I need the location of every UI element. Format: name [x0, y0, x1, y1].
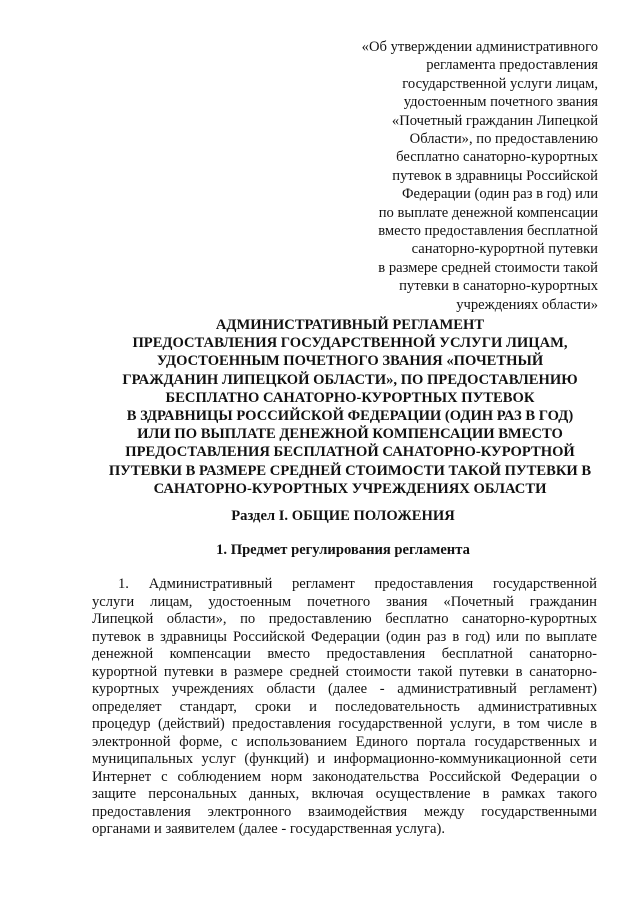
- paragraph-line: электронной форме, с использованием Единого портала государственных и: [92, 733, 597, 750]
- paragraph-line: услуги лицам, удостоенным почетного звания «Почетный гражданин: [92, 593, 597, 610]
- approval-line: вместо предоставления бесплатной: [378, 223, 598, 240]
- title-line: ПУТЕВКИ В РАЗМЕРЕ СРЕДНЕЙ СТОИМОСТИ ТАКОЙ ПУТЕВКИ В: [108, 462, 592, 479]
- title-line: ПРЕДОСТАВЛЕНИЯ ГОСУДАРСТВЕННОЙ УСЛУГИ ЛИЦАМ,: [132, 335, 568, 352]
- paragraph-line: путевок в здравницы Российской Федерации (один раз в год) или по выплате: [92, 628, 597, 645]
- paragraph-line: определяет стандарт, сроки и последовательность административных: [92, 698, 597, 715]
- paragraph-line: Интернет с соблюдением норм законодательства Российской Федерации о: [92, 768, 597, 785]
- approval-line: путевки в санаторно-курортных: [399, 278, 598, 295]
- paragraph-line: денежной компенсации вместо предоставления бесплатной санаторно-: [92, 646, 597, 662]
- title-line: УДОСТОЕННЫМ ПОЧЕТНОГО ЗВАНИЯ «ПОЧЕТНЫЙ: [156, 353, 544, 370]
- approval-line: «Почетный гражданин Липецкой: [391, 112, 598, 129]
- title-line: АДМИНИСТРАТИВНЫЙ РЕГЛАМЕНТ: [215, 317, 485, 333]
- paragraph-line: защите персональных данных, включая осуществление в рамках такого: [92, 786, 597, 802]
- section-heading: Раздел I. ОБЩИЕ ПОЛОЖЕНИЯ: [231, 508, 455, 524]
- approval-line: бесплатно санаторно-курортных: [396, 149, 598, 166]
- paragraph-line: муниципальных услуг (функций) и информационно-коммуникационной сети: [92, 751, 597, 767]
- title-line: САНАТОРНО-КУРОРТНЫХ УЧРЕЖДЕНИЯХ ОБЛАСТИ: [153, 480, 547, 497]
- approval-line: удостоенным почетного звания: [403, 94, 598, 111]
- approval-line: государственной услуги лицам,: [402, 75, 598, 92]
- approval-line: санаторно-курортной путевки: [411, 241, 598, 258]
- approval-line: по выплате денежной компенсации: [378, 204, 598, 221]
- title-line: ГРАЖДАНИН ЛИПЕЦКОЙ ОБЛАСТИ», ПО ПРЕДОСТАВЛЕНИЮ: [122, 371, 578, 388]
- approval-line: путевок в здравницы Российской: [392, 167, 598, 184]
- paragraph-line: процедур (действий) предоставления государственной услуги, в том числе в: [92, 716, 597, 732]
- approval-line: регламента предоставления: [426, 57, 598, 74]
- subsection-heading: 1. Предмет регулирования регламента: [216, 542, 470, 558]
- paragraph-line: предоставления электронного взаимодействия между государственными: [92, 803, 597, 820]
- paragraph-1: [92, 576, 597, 839]
- document-title: [60, 316, 640, 498]
- paragraph-line: Липецкой области», по предоставлению бесплатно санаторно-курортных: [92, 611, 597, 627]
- paragraph-line: курортных учреждениях области (далее - административный регламент): [92, 681, 597, 697]
- title-line: ПРЕДОСТАВЛЕНИЯ БЕСПЛАТНОЙ САНАТОРНО-КУРОРТНОЙ: [125, 444, 575, 461]
- approval-line: Федерации (один раз в год) или: [401, 186, 598, 203]
- title-line: В ЗДРАВНИЦЫ РОССИЙСКОЙ ФЕДЕРАЦИИ (ОДИН РАЗ В ГОД): [126, 408, 574, 425]
- approval-line: Области», по предоставлению: [409, 131, 598, 148]
- title-line: БЕСПЛАТНО САНАТОРНО-КУРОРТНЫХ ПУТЕВОК: [165, 389, 535, 406]
- approval-line: «Об утверждении административного: [361, 39, 598, 55]
- paragraph-line: курортной путевки в размере средней стоимости такой путевки в санаторно-: [92, 663, 597, 680]
- paragraph-line: органами и заявителем (далее - государственная услуга).: [92, 821, 446, 837]
- approval-reference: [328, 38, 598, 314]
- approval-line: в размере средней стоимости такой: [378, 259, 598, 276]
- approval-line: учреждениях области»: [456, 296, 598, 313]
- paragraph-line: 1. Административный регламент предоставления государственной: [118, 576, 597, 592]
- title-line: ИЛИ ПО ВЫПЛАТЕ ДЕНЕЖНОЙ КОМПЕНСАЦИИ ВМЕСТО: [137, 426, 563, 443]
